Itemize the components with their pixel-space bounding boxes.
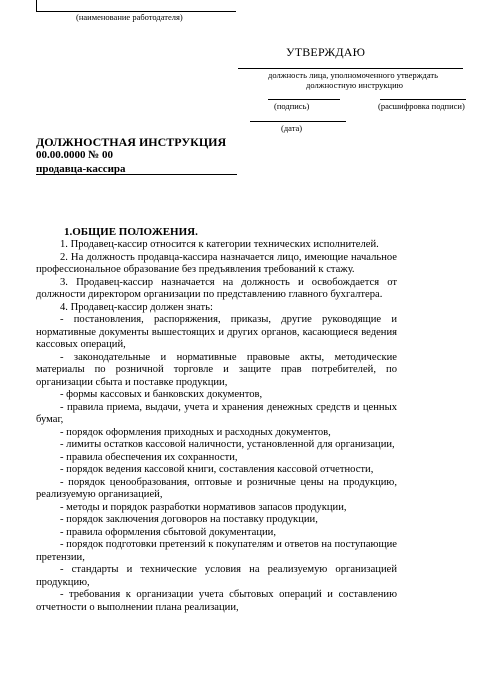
- list-item: - постановления, распоряжения, приказы, другие руководящие и нормативные документы вышестоящих и других органов, касающиеся ведения кассовых операций,: [36, 314, 397, 350]
- employer-left-tick: [36, 0, 37, 11]
- list-item: - порядок ведения кассовой книги, составления кассовой отчетности,: [60, 464, 374, 475]
- title-rule: [36, 174, 237, 175]
- list-item: 2. На должность продавца-кассира назначается лицо, имеющие начальное профессиональное образование без предъявления требований к стажу.: [36, 251, 397, 275]
- date-rule: [250, 121, 346, 122]
- position-caption-2: должностную инструкцию: [306, 80, 404, 90]
- section-body: [36, 239, 397, 614]
- decoding-caption: (расшифровка подписи): [378, 101, 465, 111]
- doc-position: продавца-кассира: [36, 163, 126, 175]
- list-item: - методы и порядок разработки нормативов запасов продукции,: [60, 501, 347, 513]
- list-item: - законодательные и нормативные правовые акты, методические материалы по розничной торговле и защите прав потребителей, по организации сбыта и поставке продукции,: [36, 351, 397, 388]
- doc-number: 00.00.0000 № 00: [36, 149, 114, 161]
- signature-caption: (подпись): [274, 101, 310, 111]
- decoding-rule: [380, 99, 466, 100]
- list-item: 4. Продавец-кассир должен знать:: [60, 301, 213, 313]
- list-item: - порядок заключения договоров на поставку продукции,: [60, 514, 318, 525]
- list-item: 3. Продавец-кассир назначается на должность и освобождается от должности директором организации по представлению главного бухгалтера.: [36, 276, 397, 300]
- section-heading: 1.ОБЩИЕ ПОЛОЖЕНИЯ.: [64, 226, 198, 238]
- list-item: - стандарты и технические условия на реализуемую организацией продукцию,: [36, 564, 397, 588]
- list-item: - правила обеспечения их сохранности,: [60, 451, 238, 463]
- signature-rule: [268, 99, 340, 100]
- position-rule: [238, 68, 463, 69]
- list-item: - требования к организации учета сбытовых операций и составлению отчетности о выполнении плана реализации,: [36, 589, 397, 613]
- position-caption-1: должность лица, уполномоченного утверждать: [268, 70, 438, 80]
- date-caption: (дата): [281, 123, 303, 133]
- approve-label: УТВЕРЖДАЮ: [286, 45, 366, 59]
- list-item: - порядок подготовки претензий к покупателям и ответов на поступающие претензии,: [36, 539, 397, 563]
- list-item: - формы кассовых и банковских документов,: [60, 389, 263, 400]
- list-item: - порядок ценообразования, оптовые и розничные цены на продукцию, реализуемую организацией,: [36, 476, 397, 500]
- list-item: - порядок оформления приходных и расходных документов,: [60, 426, 331, 438]
- employer-caption: (наименование работодателя): [76, 12, 183, 22]
- list-item: - правила приема, выдачи, учета и хранения денежных средств и ценных бумаг,: [36, 401, 397, 425]
- list-item: - лимиты остатков кассовой наличности, установленной для организации,: [60, 439, 395, 450]
- doc-title: ДОЛЖНОСТНАЯ ИНСТРУКЦИЯ: [36, 135, 227, 149]
- list-item: - правила оформления сбытовой документации,: [60, 526, 277, 538]
- list-item: 1. Продавец-кассир относится к категории технических исполнителей.: [60, 239, 379, 250]
